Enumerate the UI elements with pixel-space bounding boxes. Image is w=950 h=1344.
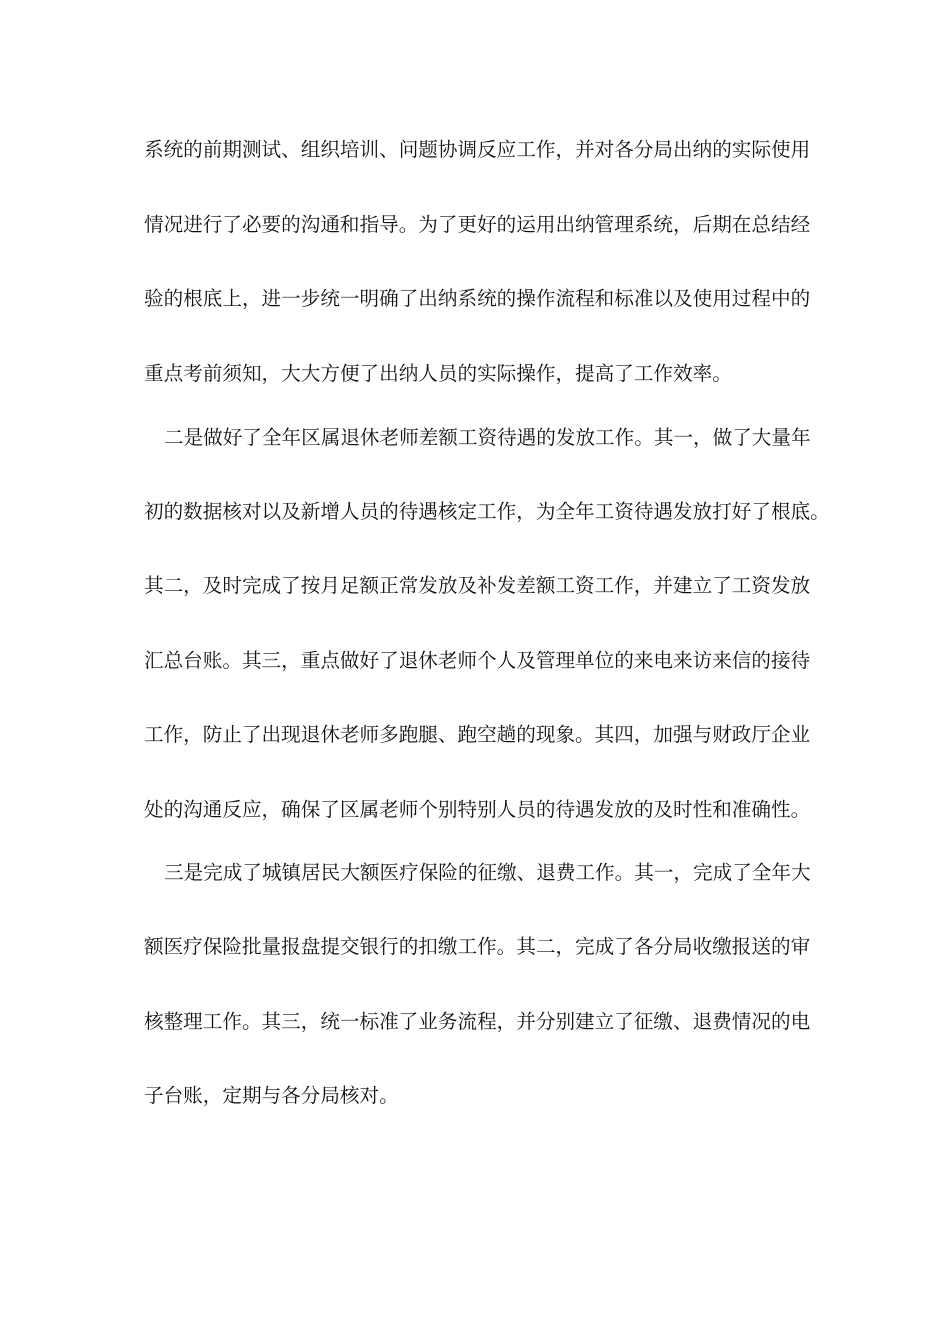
paragraph-line: 子台账，定期与各分局核对。	[144, 1084, 399, 1107]
paragraph-line: 重点考前须知，大大方便了出纳人员的实际操作，提高了工作效率。	[144, 362, 732, 385]
paragraph-line: 情况进行了必要的沟通和指导。为了更好的运用出纳管理系统，后期在总结经	[144, 213, 811, 236]
paragraph-line: 汇总台账。其三，重点做好了退休老师个人及管理单位的来电来访来信的接待	[144, 649, 811, 672]
paragraph-line: 额医疗保险批量报盘提交银行的扣缴工作。其二，完成了各分局收缴报送的审	[144, 935, 811, 958]
paragraph-line: 初的数据核对以及新增人员的待遇核定工作，为全年工资待遇发放打好了根底。	[144, 500, 830, 523]
paragraph-line: 处的沟通反应，确保了区属老师个别特别人员的待遇发放的及时性和准确性。	[144, 798, 811, 821]
paragraph-line: 其二，及时完成了按月足额正常发放及补发差额工资工作，并建立了工资发放	[144, 574, 811, 597]
paragraph-line: 工作，防止了出现退休老师多跑腿、跑空趟的现象。其四，加强与财政厅企业	[144, 723, 811, 746]
paragraph-line: 验的根底上，进一步统一明确了出纳系统的操作流程和标准以及使用过程中的	[144, 287, 811, 310]
paragraph-line: 二是做好了全年区属退休老师差额工资待遇的发放工作。其一，做了大量年	[164, 426, 811, 449]
paragraph-line: 系统的前期测试、组织培训、问题协调反应工作，并对各分局出纳的实际使用	[144, 138, 811, 161]
paragraph-line: 核整理工作。其三，统一标准了业务流程，并分别建立了征缴、退费情况的电	[144, 1010, 811, 1033]
paragraph-line: 三是完成了城镇居民大额医疗保险的征缴、退费工作。其一，完成了全年大	[164, 861, 811, 884]
